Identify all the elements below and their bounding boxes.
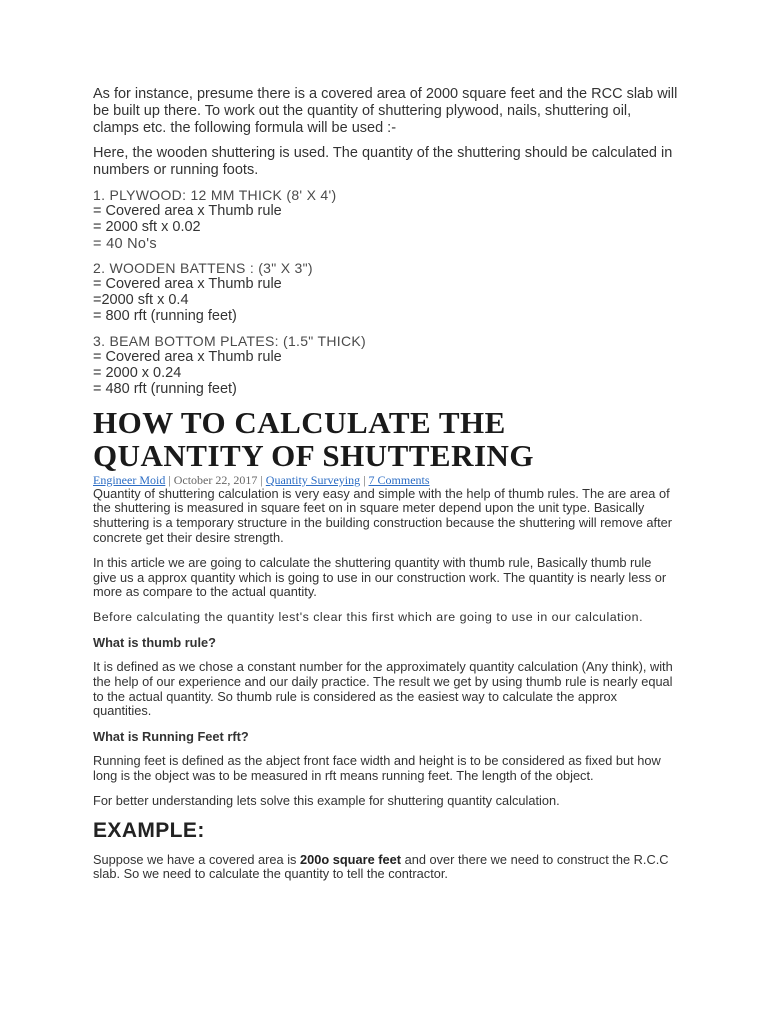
comments-link[interactable]: 7 Comments xyxy=(368,472,430,487)
body-paragraph: In this article we are going to calculate the shuttering quantity with thumb rule, Basically thumb rule give us a approx quantity which is going to use in our construction work. The quantity is nearly less or more as compare to the actual quantity. xyxy=(93,554,667,600)
example-heading: EXAMPLE: xyxy=(93,818,205,842)
example-text: and over there we need to construct the R.C.C slab. So we need to calculate the quantity to tell the contractor. xyxy=(93,851,669,882)
formula-result: = 800 rft (running feet) xyxy=(93,308,237,325)
meta-separator: | xyxy=(360,472,369,487)
body-paragraph: Before calculating the quantity lest's clear this first which are going to use in our calculation. xyxy=(93,610,644,625)
formula-line: = Covered area x Thumb rule xyxy=(93,275,282,292)
formula-line: = Covered area x Thumb rule xyxy=(93,203,282,219)
body-paragraph: Running feet is defined as the abject front face width and height is to be considered as fixed but how long is the object was to be measured in rft means running feet. The length of the object. xyxy=(93,753,661,784)
formula-title: 3. BEAM BOTTOM PLATES: (1.5" THICK) xyxy=(93,332,366,349)
formula-result: = 480 rft (running feet) xyxy=(93,381,237,398)
body-paragraph: It is defined as we chose a constant number for the approximately quantity calculation (Any think), with the help of our experience and our daily practice. The result we get by using thumb rule is nearly equal to the actual quantity. So thumb rule is considered as the easiest way to calculate the approx quantities. xyxy=(93,659,673,719)
body-paragraph: Quantity of shuttering calculation is very easy and simple with the help of thumb rules. The are area of the shuttering is measured in square feet on in square meter depend upon the unit type. Basically shuttering is a temporary structure in the building construction because the shuttering will remove after concrete get their desire strength. xyxy=(93,485,672,546)
formula-result: = 40 No's xyxy=(93,235,157,252)
formula-title: 1. PLYWOOD: 12 MM THICK (8' X 4') xyxy=(93,187,337,203)
body-paragraph: For better understanding lets solve this example for shuttering quantity calculation. xyxy=(93,792,560,808)
intro-paragraph: Here, the wooden shuttering is used. The quantity of the shuttering should be calculated in numbers or running foots. xyxy=(93,145,673,178)
formula-line: =2000 sft x 0.4 xyxy=(93,292,189,309)
formula-line: = 2000 x 0.24 xyxy=(93,365,182,382)
article-meta xyxy=(93,473,678,487)
formula-item xyxy=(93,260,678,325)
document-page xyxy=(93,86,678,892)
formula-item xyxy=(93,333,678,398)
formula-line: = Covered area x Thumb rule xyxy=(93,348,282,365)
formula-item xyxy=(93,187,678,252)
question-heading: What is thumb rule? xyxy=(93,635,216,651)
article-title: HOW TO CALCULATE THE QUANTITY OF SHUTTERING xyxy=(93,404,535,473)
meta-separator: | xyxy=(257,472,266,487)
category-link[interactable]: Quantity Surveying xyxy=(265,472,361,487)
example-area: 200o square feet xyxy=(300,851,402,867)
intro-paragraph: As for instance, presume there is a covered area of 2000 square feet and the RCC slab will be built up there. To work out the quantity of shuttering plywood, nails, shuttering oil, clamps etc. the following formula will be used :- xyxy=(93,86,678,136)
meta-separator: | xyxy=(165,472,174,487)
example-text: Suppose we have a covered area is xyxy=(93,851,301,867)
author-link[interactable]: Engineer Moid xyxy=(93,472,166,487)
question-heading: What is Running Feet rft? xyxy=(93,729,249,745)
example-paragraph xyxy=(93,853,678,883)
formula-line: = 2000 sft x 0.02 xyxy=(93,219,201,236)
article-date: October 22, 2017 xyxy=(173,472,258,487)
formula-title: 2. WOODEN BATTENS : (3" X 3") xyxy=(93,259,313,276)
